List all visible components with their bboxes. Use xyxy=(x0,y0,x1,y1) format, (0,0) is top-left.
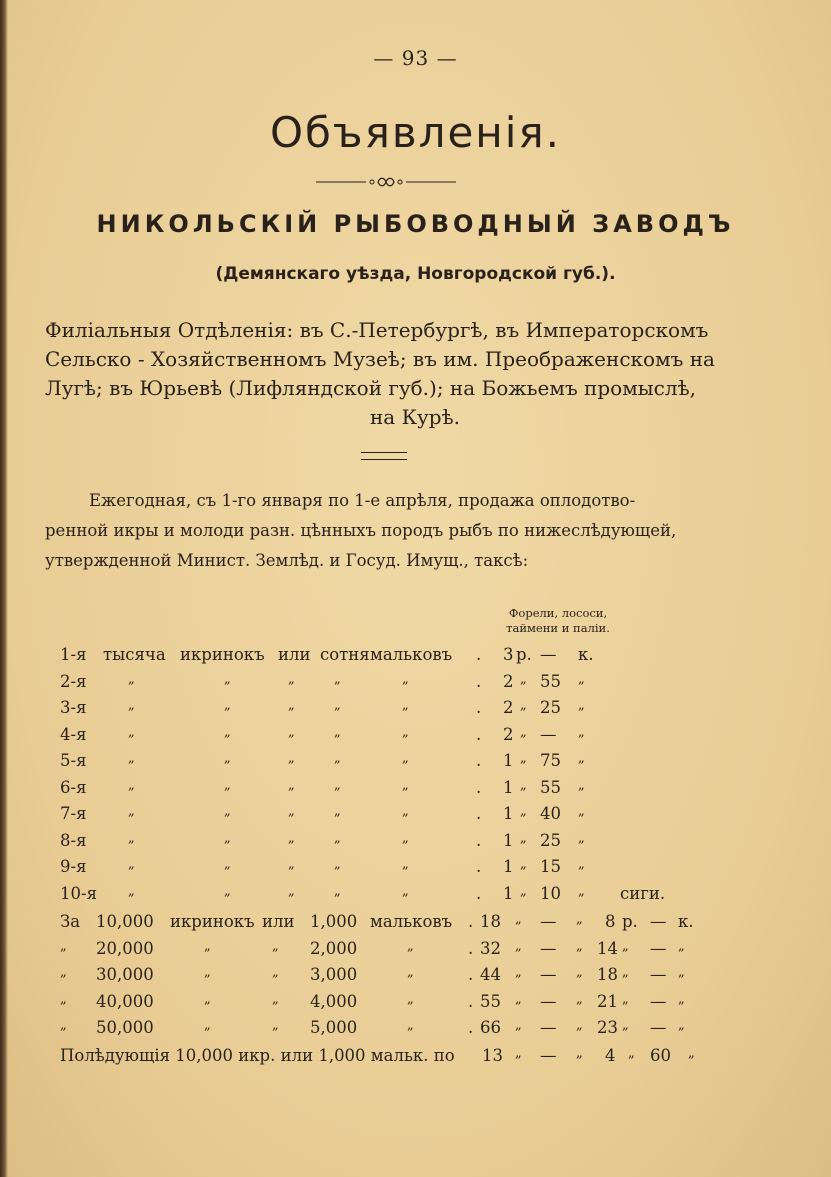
row-alt-unit: сотня xyxy=(320,645,370,664)
bulk-eggs-word: икринокъ xyxy=(170,912,255,931)
bulk-sep: „ xyxy=(515,938,522,954)
bulk-sigi-kopecks: — xyxy=(650,912,667,931)
company-name: НИКОЛЬСКІЙ РЫБОВОДНЫЙ ЗАВОДЪ xyxy=(96,210,735,238)
row-rubles: 1 xyxy=(503,777,514,797)
row-leader: . xyxy=(476,645,482,664)
column-header-line: таймени и паліи. xyxy=(506,621,610,635)
bulk-sigi-sep: „ xyxy=(622,1018,629,1033)
bulk-sigi-rubles: 21 xyxy=(597,991,618,1011)
row-ordinal: 8-я xyxy=(60,830,87,850)
row-rubles: 2 xyxy=(503,724,514,744)
bulk-sigi-kopecks: — xyxy=(650,991,667,1011)
bulk-sigi-kopecks: — xyxy=(650,965,667,984)
row-ordinal: 5-я xyxy=(60,751,87,770)
branches-line: Филіальныя Отдѣленія: въ С.-Петербургѣ, въ Императорскомъ xyxy=(45,318,709,342)
bulk-leader: . xyxy=(468,938,474,958)
row-sep: „ xyxy=(520,751,527,766)
row-kopecks: 15 xyxy=(540,857,561,876)
row-ordinal: 7-я xyxy=(60,804,87,823)
row-unit-kop: „ xyxy=(578,857,585,872)
row-leader: . xyxy=(476,804,482,823)
row-ordinal: 10-я xyxy=(60,883,97,903)
row-rubles: 1 xyxy=(503,830,514,850)
final-sigi-sep: „ xyxy=(628,1046,635,1061)
row-unit-kop: „ xyxy=(578,830,585,846)
double-rule-divider xyxy=(361,452,407,460)
column-header-line: Форели, лососи, xyxy=(508,606,608,620)
bulk-eggs-word: „ xyxy=(204,1018,211,1033)
row-unit: „ xyxy=(128,724,135,740)
row-unit-kop: „ xyxy=(578,698,585,713)
row-alt-item: „ xyxy=(402,724,409,740)
bulk-eggs-qty: 10,000 xyxy=(96,912,154,931)
row-unit: „ xyxy=(128,751,135,766)
bulk-sigi-sep: р. xyxy=(622,912,638,931)
row-leader: . xyxy=(476,883,482,903)
intro-line: ренной икры и молоди разн. цѣнныхъ породъ рыбъ по нижеслѣдующей, xyxy=(45,521,677,540)
row-or: „ xyxy=(288,883,295,899)
bulk-prefix: „ xyxy=(60,991,67,1007)
bulk-sigi-kopecks: — xyxy=(650,938,667,958)
column-header-sigi: сиги. xyxy=(620,883,666,903)
row-item: „ xyxy=(224,751,231,766)
bulk-fry-qty: 2,000 xyxy=(310,938,358,958)
row-unit: „ xyxy=(128,857,135,872)
bulk-kopecks: — xyxy=(540,938,557,958)
branches-line: на Курѣ. xyxy=(369,405,461,429)
row-leader: . xyxy=(476,777,482,797)
row-sep: р. xyxy=(516,645,532,664)
bulk-sep2: „ xyxy=(576,1018,583,1033)
row-unit: „ xyxy=(128,804,135,819)
row-unit: „ xyxy=(128,830,135,846)
bulk-sigi-unit: „ xyxy=(678,965,685,980)
row-or: „ xyxy=(288,804,295,819)
row-leader: . xyxy=(476,830,482,850)
bulk-sigi-sep: „ xyxy=(622,965,629,980)
row-sep: „ xyxy=(520,883,527,899)
bulk-sep: „ xyxy=(515,912,522,927)
row-unit: „ xyxy=(128,698,135,713)
row-alt-unit: „ xyxy=(334,724,341,740)
row-ordinal: 4-я xyxy=(60,724,87,744)
row-alt-unit: „ xyxy=(334,698,341,713)
bulk-leader: . xyxy=(468,965,474,984)
final-rubles: 13 xyxy=(482,1046,503,1065)
bulk-leader: . xyxy=(468,991,474,1011)
bulk-sigi-unit: к. xyxy=(678,912,694,931)
final-sigi-unit: „ xyxy=(688,1046,695,1061)
row-unit: тысяча xyxy=(103,645,166,664)
row-or: „ xyxy=(288,777,295,793)
row-item: „ xyxy=(224,804,231,819)
bulk-kopecks: — xyxy=(540,991,557,1011)
row-leader: . xyxy=(476,857,482,876)
row-kopecks: — xyxy=(540,724,557,744)
row-rubles: 1 xyxy=(503,857,514,876)
bulk-kopecks: — xyxy=(540,912,557,931)
bulk-fry-word: „ xyxy=(407,965,414,980)
row-or: „ xyxy=(288,671,295,687)
row-unit-kop: „ xyxy=(578,751,585,766)
bulk-rubles: 66 xyxy=(480,1018,501,1037)
bulk-sep: „ xyxy=(515,991,522,1007)
row-alt-unit: „ xyxy=(334,804,341,819)
row-kopecks: 25 xyxy=(540,830,561,850)
row-sep: „ xyxy=(520,857,527,872)
row-kopecks: 10 xyxy=(540,883,561,903)
row-sep: „ xyxy=(520,804,527,819)
row-kopecks: 75 xyxy=(540,751,561,770)
row-item: „ xyxy=(224,857,231,872)
company-location: (Демянскаго уѣзда, Новгородской губ.). xyxy=(215,264,616,284)
row-alt-unit: „ xyxy=(334,857,341,872)
row-sep: „ xyxy=(520,698,527,713)
row-unit: „ xyxy=(128,671,135,687)
final-kopecks: — xyxy=(540,1046,557,1065)
bulk-sep: „ xyxy=(515,1018,522,1033)
bulk-sigi-kopecks: — xyxy=(650,1018,667,1037)
bulk-sep2: „ xyxy=(576,991,583,1007)
intro-line: Ежегодная, съ 1-го января по 1-е апрѣля, продажа оплодотво- xyxy=(89,491,636,510)
bulk-fry-qty: 1,000 xyxy=(310,912,358,931)
bulk-eggs-qty: 30,000 xyxy=(96,965,154,984)
bulk-or: или xyxy=(262,912,295,931)
row-item: икринокъ xyxy=(180,645,265,664)
bulk-eggs-qty: 20,000 xyxy=(96,938,154,958)
row-alt-item: „ xyxy=(402,830,409,846)
row-alt-item: „ xyxy=(402,751,409,766)
row-item: „ xyxy=(224,777,231,793)
row-alt-unit: „ xyxy=(334,777,341,793)
page-title: Объявленія. xyxy=(269,108,562,157)
bulk-eggs-qty: 40,000 xyxy=(96,991,154,1011)
row-item: „ xyxy=(224,883,231,899)
row-item: „ xyxy=(224,671,231,687)
bulk-sep2: „ xyxy=(576,938,583,954)
row-unit-kop: „ xyxy=(578,777,585,793)
row-or: или xyxy=(278,645,311,664)
row-kopecks: — xyxy=(540,645,557,664)
bulk-prefix: „ xyxy=(60,965,67,980)
row-or: „ xyxy=(288,830,295,846)
row-or: „ xyxy=(288,751,295,766)
bulk-kopecks: — xyxy=(540,965,557,984)
row-sep: „ xyxy=(520,777,527,793)
row-alt-item: „ xyxy=(402,698,409,713)
binding-edge xyxy=(0,0,8,1177)
row-unit-kop: к. xyxy=(578,645,594,664)
row-unit-kop: „ xyxy=(578,724,585,740)
row-item: „ xyxy=(224,698,231,713)
row-leader: . xyxy=(476,724,482,744)
bulk-fry-word: „ xyxy=(407,991,414,1007)
intro-line: утвержденной Минист. Землѣд. и Госуд. Имущ., таксѣ: xyxy=(45,551,529,570)
row-leader: . xyxy=(476,671,482,691)
row-ordinal: 6-я xyxy=(60,777,87,797)
row-kopecks: 25 xyxy=(540,698,561,717)
bulk-or: „ xyxy=(272,1018,279,1033)
row-alt-unit: „ xyxy=(334,883,341,899)
intro-paragraph xyxy=(45,486,785,576)
row-rubles: 2 xyxy=(503,671,514,691)
row-alt-item: „ xyxy=(402,777,409,793)
bulk-fry-qty: 4,000 xyxy=(310,991,358,1011)
final-sigi-rubles: 4 xyxy=(605,1046,616,1065)
bulk-sigi-rubles: 14 xyxy=(597,938,618,958)
row-rubles: 1 xyxy=(503,883,514,903)
row-ordinal: 3-я xyxy=(60,698,87,717)
row-unit-kop: „ xyxy=(578,883,585,899)
bulk-leader: . xyxy=(468,912,474,931)
row-alt-item: „ xyxy=(402,883,409,899)
bulk-leader: . xyxy=(468,1018,474,1037)
row-sep: „ xyxy=(520,671,527,687)
row-sep: „ xyxy=(520,724,527,740)
bulk-sep2: „ xyxy=(576,912,583,927)
bulk-sigi-sep: „ xyxy=(622,938,629,954)
bulk-sigi-unit: „ xyxy=(678,991,685,1007)
row-alt-item: мальковъ xyxy=(370,645,453,664)
bulk-or: „ xyxy=(272,991,279,1007)
row-alt-unit: „ xyxy=(334,671,341,687)
row-kopecks: 55 xyxy=(540,671,561,691)
final-sep2: „ xyxy=(576,1046,583,1061)
row-leader: . xyxy=(476,698,482,717)
row-alt-unit: „ xyxy=(334,751,341,766)
row-alt-item: „ xyxy=(402,804,409,819)
bulk-fry-qty: 3,000 xyxy=(310,965,358,984)
bulk-rubles: 55 xyxy=(480,991,501,1011)
bulk-eggs-word: „ xyxy=(204,938,211,954)
bulk-fry-word: „ xyxy=(407,1018,414,1033)
bulk-sigi-sep: „ xyxy=(622,991,629,1007)
bulk-sep2: „ xyxy=(576,965,583,980)
row-ordinal: 9-я xyxy=(60,857,87,876)
page-number: — 93 — xyxy=(373,46,458,70)
bulk-fry-word: мальковъ xyxy=(370,912,453,931)
row-leader: . xyxy=(476,751,482,770)
bulk-sigi-unit: „ xyxy=(678,938,685,954)
row-alt-item: „ xyxy=(402,671,409,687)
bulk-sigi-unit: „ xyxy=(678,1018,685,1033)
row-alt-unit: „ xyxy=(334,830,341,846)
bulk-sigi-rubles: 8 xyxy=(605,912,616,931)
row-item: „ xyxy=(224,724,231,740)
bulk-eggs-word: „ xyxy=(204,991,211,1007)
bulk-fry-word: „ xyxy=(407,938,414,954)
row-or: „ xyxy=(288,698,295,713)
bulk-rubles: 32 xyxy=(480,938,501,958)
row-rubles: 1 xyxy=(503,804,514,823)
ornament-divider-icon xyxy=(316,172,456,192)
bulk-prefix: „ xyxy=(60,938,67,954)
row-sep: „ xyxy=(520,830,527,846)
bulk-kopecks: — xyxy=(540,1018,557,1037)
bulk-or: „ xyxy=(272,938,279,954)
row-kopecks: 55 xyxy=(540,777,561,797)
row-unit-kop: „ xyxy=(578,671,585,687)
row-or: „ xyxy=(288,724,295,740)
bulk-prefix: „ xyxy=(60,1018,67,1033)
bulk-fry-qty: 5,000 xyxy=(310,1018,358,1037)
branches-line: Лугѣ; въ Юрьевѣ (Лифляндской губ.); на Божьемъ промыслѣ, xyxy=(45,376,697,400)
row-item: „ xyxy=(224,830,231,846)
final-label: Полѣдующія 10,000 икр. или 1,000 мальк. по xyxy=(60,1046,455,1065)
bulk-sigi-rubles: 18 xyxy=(597,965,618,984)
final-sigi-kopecks: 60 xyxy=(650,1046,671,1065)
row-rubles: 2 xyxy=(503,698,514,717)
bulk-sigi-rubles: 23 xyxy=(597,1018,618,1037)
row-rubles: 1 xyxy=(503,751,514,770)
row-kopecks: 40 xyxy=(540,804,561,823)
row-unit: „ xyxy=(128,777,135,793)
row-or: „ xyxy=(288,857,295,872)
row-unit: „ xyxy=(128,883,135,899)
bulk-eggs-qty: 50,000 xyxy=(96,1018,154,1037)
bulk-rubles: 18 xyxy=(480,912,501,931)
column-header-trout xyxy=(493,606,623,636)
bulk-eggs-word: „ xyxy=(204,965,211,980)
row-ordinal: 1-я xyxy=(60,645,87,664)
row-rubles: 3 xyxy=(503,645,514,664)
final-sep: „ xyxy=(515,1046,522,1061)
branches-line: Сельско - Хозяйственномъ Музеѣ; въ им. Преображенскомъ на xyxy=(45,347,715,371)
bulk-prefix: За xyxy=(60,912,81,931)
branches-paragraph xyxy=(45,316,785,432)
bulk-rubles: 44 xyxy=(480,965,501,984)
row-ordinal: 2-я xyxy=(60,671,87,691)
bulk-or: „ xyxy=(272,965,279,980)
bulk-sep: „ xyxy=(515,965,522,980)
row-alt-item: „ xyxy=(402,857,409,872)
row-unit-kop: „ xyxy=(578,804,585,819)
